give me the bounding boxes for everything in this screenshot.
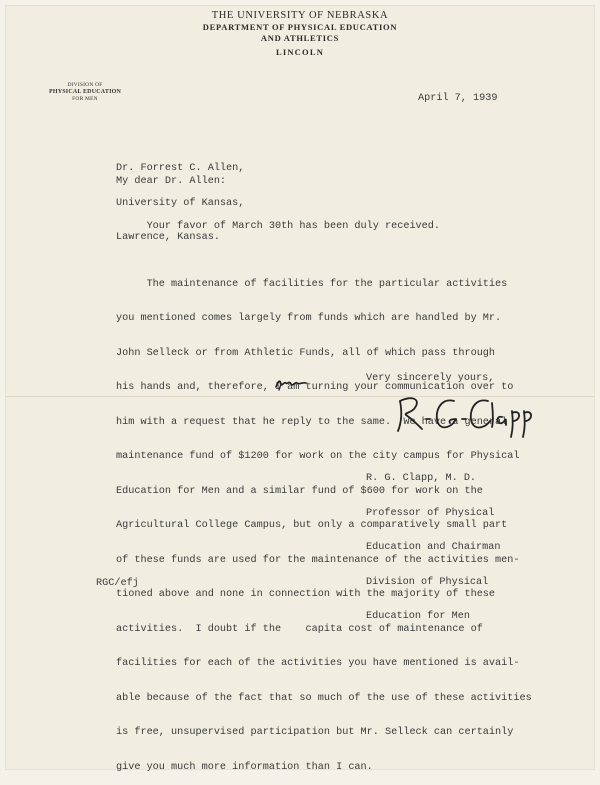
body-line: activities. I doubt if the capita cost of maintenance of [116,623,483,635]
body-line: is free, unsupervised participation but Mr. Selleck can certainly [116,727,514,738]
division-line: DIVISION OF [67,82,103,88]
body-line: give you much more information than I can. [116,761,373,773]
handwritten-signature [392,389,542,439]
body-line: facilities for each of the activities you have mentioned is avail- [116,658,520,669]
division-line: FOR MEN [72,96,98,102]
signer-block [366,450,501,634]
division-label [40,82,130,103]
body-line: you mentioned comes largely from funds which are handled by Mr. [116,313,502,324]
body-line: Your favor of March 30th has been duly received. [116,221,441,232]
signer-line: Education for Men [366,611,470,622]
handwritten-per-insert [274,375,308,391]
body-line: Education for Men and a similar fund of $600 for work on the [116,485,483,497]
letter-date: April 7, 1939 [418,93,498,104]
body-line: Agricultural College Campus, but only a comparatively small part [116,520,508,531]
typist-initials: RGC/efj [96,578,139,589]
body-line: able because of the fact that so much of the use of these activities [116,692,532,704]
salutation: My dear Dr. Allen: [116,176,227,187]
letterhead-university: THE UNIVERSITY OF NEBRASKA [211,10,389,21]
letterhead-department: DEPARTMENT OF PHYSICAL EDUCATION [202,22,398,32]
signer-line: Division of Physical [366,576,489,588]
body-line: The maintenance of facilities for the particular activities [116,278,508,290]
letterhead-city: LINCOLN [275,47,325,57]
body-line: him with a request that he reply to the same. We have a general [116,416,508,428]
body-line: John Selleck or from Athletic Funds, all of which pass through [116,347,496,359]
signer-line: Education and Chairman [366,542,501,553]
signer-line: Professor of Physical [366,507,495,519]
recipient-line: Dr. Forrest C. Allen, [116,163,245,174]
body-line: tioned above and none in connection with the majority of these [116,589,496,600]
body-line: his hands and, therefore, I am turning your communication over to [116,382,514,393]
closing: Very sincerely yours, [366,373,495,384]
recipient-line: University of Kansas, [116,197,245,209]
signer-line: R. G. Clapp, M. D. [366,473,477,484]
division-line: PHYSICAL EDUCATION [49,89,121,95]
body-line: of these funds are used for the maintenance of the activities men- [116,554,520,566]
body-line: maintenance fund of $1200 for work on the city campus for Physical [116,451,520,462]
letterhead [0,10,600,58]
recipient-line: Lawrence, Kansas. [116,232,220,243]
letterhead-athletics: AND ATHLETICS [260,33,340,43]
